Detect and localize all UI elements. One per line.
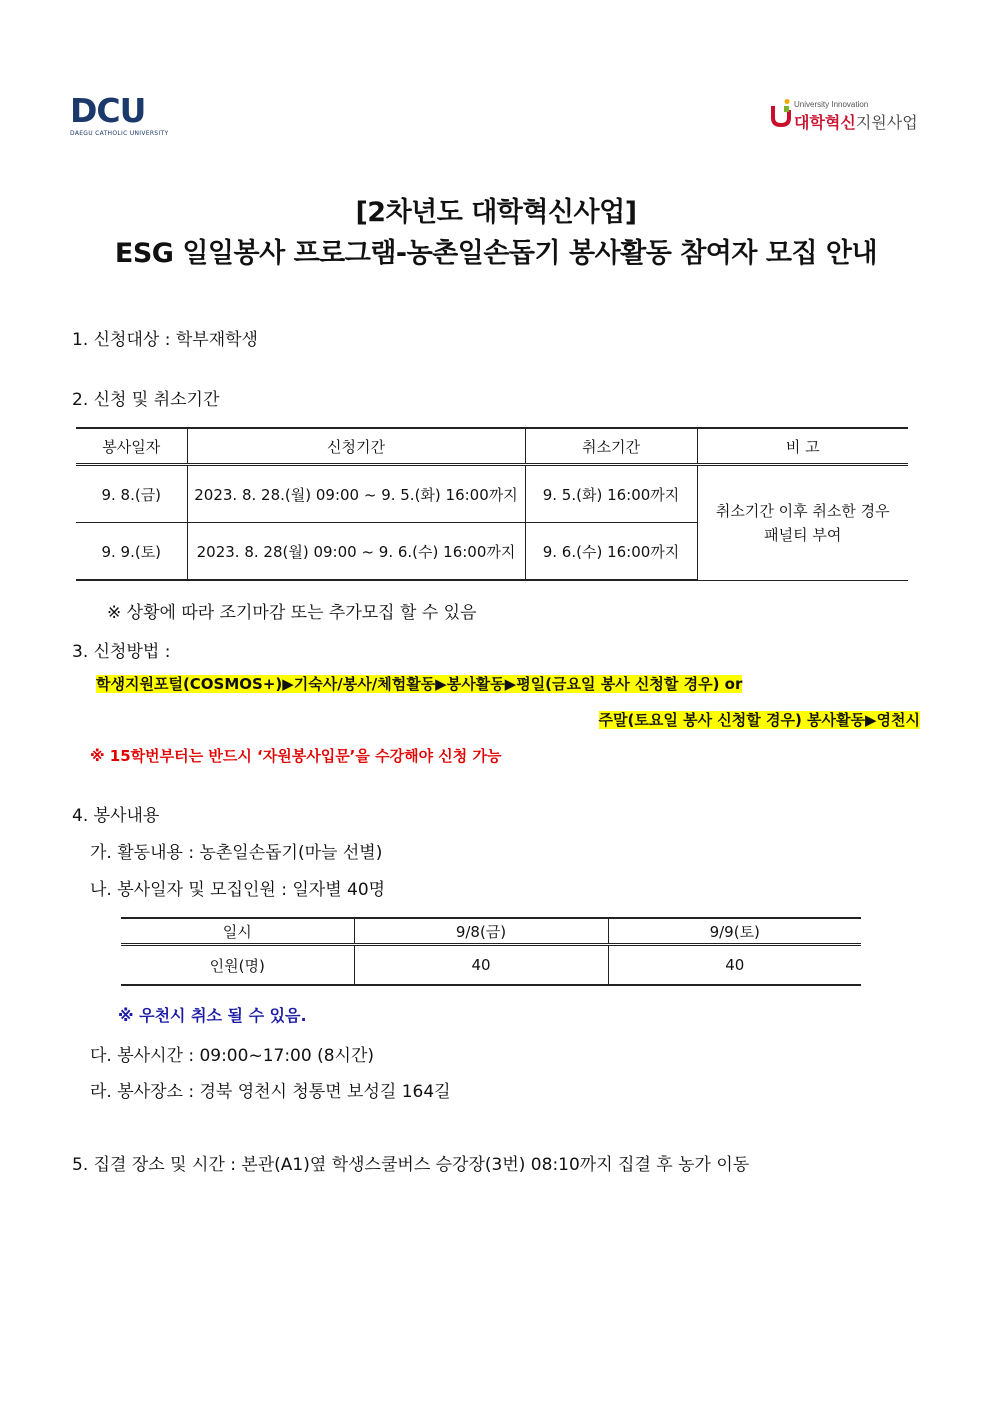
header-datetime: 일시 xyxy=(121,918,354,945)
rain-cancel-note: ※ 우천시 취소 될 수 있음. xyxy=(118,1006,307,1025)
cell-apply: 2023. 8. 28(월) 09:00 ~ 9. 6.(수) 16:00까지 xyxy=(187,523,525,581)
ui-logo-small-text: University Innovation xyxy=(794,100,869,109)
method-path-2: 주말(토요일 봉사 신청할 경우) 봉사활동▶영천시 xyxy=(598,711,920,729)
recruit-table xyxy=(121,917,861,986)
table-row xyxy=(76,465,908,523)
section-3-method: 3. 신청방법 : xyxy=(72,642,171,662)
header-service-date: 봉사일자 xyxy=(76,428,187,465)
cell-day2-count: 40 xyxy=(608,945,861,986)
period-table xyxy=(76,427,908,581)
dcu-logo-subtitle: DAEGU CATHOLIC UNIVERSITY xyxy=(70,130,169,137)
cell-remarks xyxy=(697,465,908,581)
recruit-table-header xyxy=(121,918,861,945)
dcu-logo xyxy=(70,91,169,140)
cell-cancel: 9. 5.(화) 16:00까지 xyxy=(525,465,697,523)
university-innovation-logo xyxy=(770,98,930,132)
section-4-content: 4. 봉사내용 xyxy=(72,806,160,826)
header-apply-period: 신청기간 xyxy=(187,428,525,465)
method-line-1 xyxy=(96,673,742,694)
cell-apply: 2023. 8. 28.(월) 09:00 ~ 9. 5.(화) 16:00까지 xyxy=(187,465,525,523)
header-remarks: 비 고 xyxy=(697,428,908,465)
dcu-logo-text: DCU xyxy=(70,91,146,130)
activity-content: 가. 활동내용 : 농촌일손돕기(마늘 선별) xyxy=(90,843,383,863)
header-day1: 9/8(금) xyxy=(354,918,608,945)
cell-cancel: 9. 6.(수) 16:00까지 xyxy=(525,523,697,581)
page-title-line1: [2차년도 대학혁신사업] xyxy=(355,197,637,228)
service-time: 다. 봉사시간 : 09:00~17:00 (8시간) xyxy=(90,1046,375,1066)
method-path-1: 학생지원포털(COSMOS+)▶기숙사/봉사/체험활동▶봉사활동▶평일(금요일 봉사 신청할 경우) or xyxy=(96,675,743,693)
section-1-target: 1. 신청대상 : 학부재학생 xyxy=(72,330,258,350)
cell-date: 9. 8.(금) xyxy=(76,465,187,523)
header-day2: 9/9(토) xyxy=(608,918,861,945)
header-cancel-period: 취소기간 xyxy=(525,428,697,465)
remarks-line1: 취소기간 이후 취소한 경우 xyxy=(715,501,890,520)
remarks-line2: 패널티 부여 xyxy=(764,525,842,544)
cell-date: 9. 9.(토) xyxy=(76,523,187,581)
innovation-mark-icon xyxy=(770,98,792,128)
required-course-note: ※ 15학번부터는 반드시 ‘자원봉사입문’을 수강해야 신청 가능 xyxy=(90,747,502,765)
table-row xyxy=(121,945,861,986)
ui-logo-main-text: 대학혁신지원사업 xyxy=(794,113,918,132)
section-5-meeting: 5. 집결 장소 및 시간 : 본관(A1)옆 학생스쿨버스 승강장(3번) 08:10까지 집결 후 농가 이동 xyxy=(72,1155,750,1175)
method-line-2 xyxy=(599,709,920,730)
service-place: 라. 봉사장소 : 경북 영천시 청통면 보성길 164길 xyxy=(90,1082,451,1102)
early-close-note: ※ 상황에 따라 조기마감 또는 추가모집 할 수 있음 xyxy=(107,603,477,623)
recruit-count: 나. 봉사일자 및 모집인원 : 일자별 40명 xyxy=(90,880,386,900)
cell-day1-count: 40 xyxy=(354,945,608,986)
section-2-period: 2. 신청 및 취소기간 xyxy=(72,390,220,410)
row-label-people: 인원(명) xyxy=(121,945,354,986)
page-title-line2: ESG 일일봉사 프로그램-농촌일손돕기 봉사활동 참여자 모집 안내 xyxy=(114,238,878,269)
period-table-header xyxy=(76,428,908,465)
